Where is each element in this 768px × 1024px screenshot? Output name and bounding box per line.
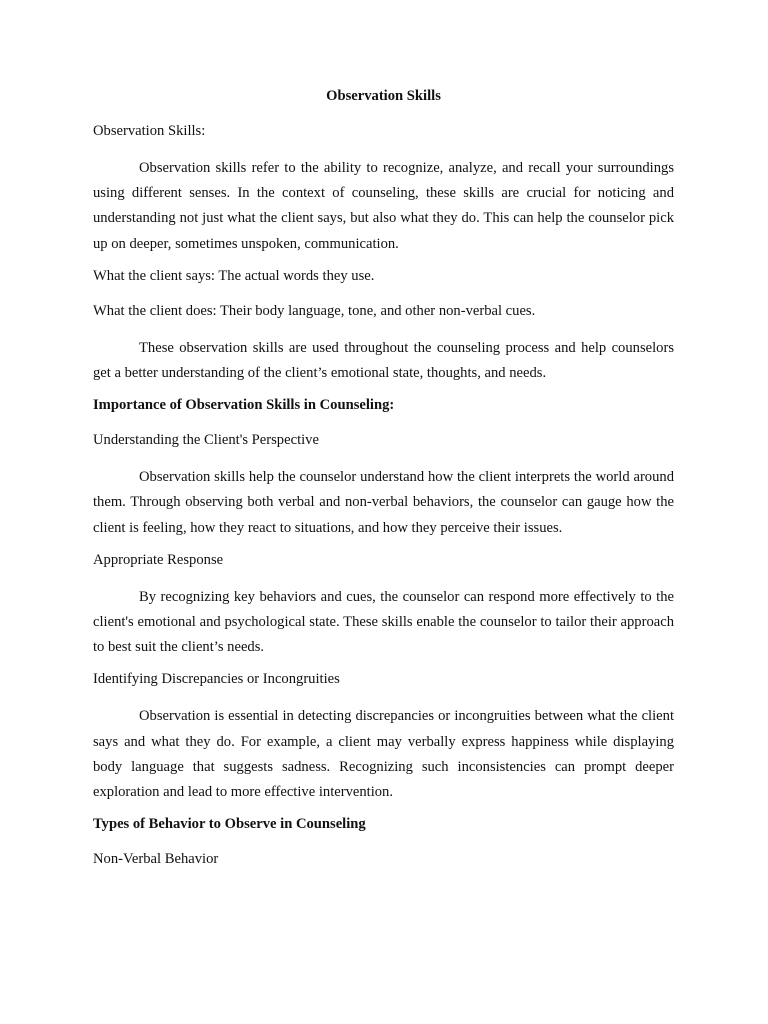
paragraph: Observation skills refer to the ability to recognize, analyze, and recall your surroundings using different senses. In the context of counseling, these skills are crucial for noticing and understanding not just what the client says, but also what they do. This can help the counselor pick up on deeper, sometimes unspoken, communication. bbox=[93, 160, 674, 252]
subheading: Identifying Discrepancies or Incongruities bbox=[93, 671, 340, 688]
subheading: Non-Verbal Behavior bbox=[93, 851, 219, 868]
text-line: What the client says: The actual words they use. bbox=[93, 267, 375, 284]
section-heading: Importance of Observation Skills in Counseling: bbox=[93, 397, 395, 414]
paragraph: These observation skills are used throughout the counseling process and help counselors get a better understanding of the client’s emotional state, thoughts, and needs. bbox=[93, 339, 674, 382]
document-body bbox=[93, 86, 674, 884]
document-title: Observation Skills bbox=[326, 88, 441, 104]
section-heading: Types of Behavior to Observe in Counseling bbox=[93, 816, 366, 833]
paragraph: By recognizing key behaviors and cues, the counselor can respond more effectively to the client's emotional and psychological state. These skills enable the counselor to tailor their approach to best suit the client’s needs. bbox=[93, 588, 674, 656]
subheading: Appropriate Response bbox=[93, 551, 224, 568]
paragraph: Observation is essential in detecting discrepancies or incongruities between what the client says and what they do. For example, a client may verbally express happiness while displaying body language that suggests sadness. Recognizing such inconsistencies can prompt deeper exploration and lead to more effective intervention. bbox=[93, 708, 674, 801]
paragraph: Observation skills help the counselor understand how the client interprets the world around them. Through observing both verbal and non-verbal behaviors, the counselor can gauge how the client is feeling, how they react to situations, and how they perceive their issues. bbox=[93, 469, 674, 536]
text-line: What the client does: Their body language, tone, and other non-verbal cues. bbox=[93, 302, 536, 319]
subheading: Understanding the Client's Perspective bbox=[93, 432, 319, 449]
section-label: Observation Skills: bbox=[93, 123, 206, 139]
